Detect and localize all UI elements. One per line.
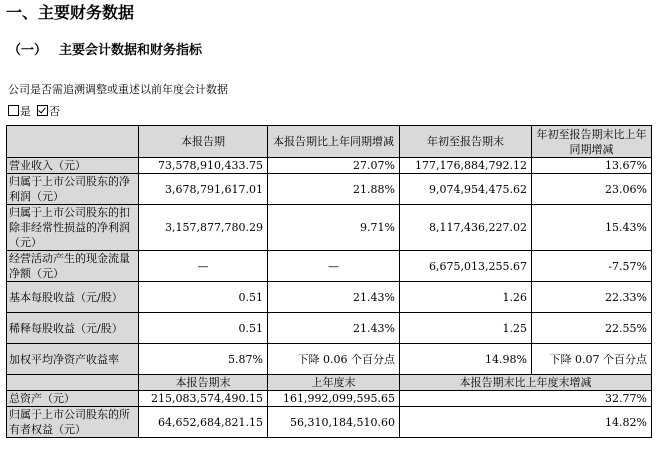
table-cell: 23.06% <box>532 174 652 205</box>
table-cell: 22.55% <box>532 313 652 344</box>
table-cell: — <box>139 251 268 282</box>
table-cell: 32.77% <box>400 391 652 407</box>
header-cell-blank <box>7 375 139 391</box>
table-cell: 14.82% <box>400 407 652 438</box>
table-cell: 3,678,791,617.01 <box>139 174 268 205</box>
table-row <box>7 251 652 282</box>
table-cell: 14.98% <box>400 344 532 375</box>
table-cell: -7.57% <box>532 251 652 282</box>
subsection-heading <box>8 42 202 60</box>
table-cell: 215,083,574,490.15 <box>139 391 268 407</box>
restatement-question: 公司是否需追溯调整或重述以前年度会计数据 <box>8 83 228 96</box>
subsection-number: （一） <box>8 43 48 58</box>
row-label: 营业收入（元） <box>7 158 139 174</box>
row-label: 稀释每股收益（元/股） <box>7 313 139 344</box>
header-cell-current-period: 本报告期 <box>139 126 268 158</box>
option-no[interactable] <box>37 105 60 118</box>
table-cell: 9.71% <box>268 205 400 251</box>
table-cell: 1.26 <box>400 282 532 313</box>
row-label: 归属于上市公司股东的扣除非经常性损益的净利润（元） <box>7 205 139 251</box>
table-cell: 下降 0.07 个百分点 <box>532 344 652 375</box>
header-cell-blank <box>7 126 139 158</box>
table-row <box>7 205 652 251</box>
option-yes[interactable] <box>8 105 31 118</box>
table-cell: 21.43% <box>268 282 400 313</box>
table-header-row <box>7 126 652 158</box>
table-cell: 1.25 <box>400 313 532 344</box>
table-cell: 21.88% <box>268 174 400 205</box>
option-no-label: 否 <box>49 105 60 118</box>
table-cell: 0.51 <box>139 313 268 344</box>
table-cell: 27.07% <box>268 158 400 174</box>
financial-data-table <box>6 125 652 438</box>
row-label: 总资产（元） <box>7 391 139 407</box>
subsection-title: 主要会计数据和财务指标 <box>59 43 203 58</box>
table-cell: 161,992,099,595.65 <box>268 391 400 407</box>
header-cell-period-end: 本报告期末 <box>139 375 268 391</box>
row-label: 归属于上市公司股东的净利润（元） <box>7 174 139 205</box>
header-cell-period-end-change: 本报告期末比上年度末增减 <box>400 375 652 391</box>
row-label: 归属于上市公司股东的所有者权益（元） <box>7 407 139 438</box>
header-cell-prior-year-end: 上年度末 <box>268 375 400 391</box>
table-row <box>7 391 652 407</box>
table-cell: 22.33% <box>532 282 652 313</box>
checkbox-yes-icon[interactable] <box>8 105 19 116</box>
checkbox-no-checked-icon[interactable] <box>37 105 48 116</box>
table-cell: 8,117,436,227.02 <box>400 205 532 251</box>
table-cell: 0.51 <box>139 282 268 313</box>
table-cell: 177,176,884,792.12 <box>400 158 532 174</box>
section-title: 一、主要财务数据 <box>6 3 135 22</box>
table-cell: 下降 0.06 个百分点 <box>268 344 400 375</box>
table-cell: 9,074,954,475.62 <box>400 174 532 205</box>
table-row <box>7 313 652 344</box>
table-cell: 56,310,184,510.60 <box>268 407 400 438</box>
table-cell: 5.87% <box>139 344 268 375</box>
table-row <box>7 344 652 375</box>
table-row <box>7 282 652 313</box>
table-row <box>7 158 652 174</box>
table-cell: 3,157,877,780.29 <box>139 205 268 251</box>
table-cell: 21.43% <box>268 313 400 344</box>
header-cell-ytd: 年初至报告期末 <box>400 126 532 158</box>
header-cell-ytd-change: 年初至报告期末比上年同期增减 <box>532 126 652 158</box>
restatement-options <box>8 104 66 120</box>
row-label: 加权平均净资产收益率 <box>7 344 139 375</box>
table-cell: 13.67% <box>532 158 652 174</box>
table-row <box>7 407 652 438</box>
header-cell-current-period-change: 本报告期比上年同期增减 <box>268 126 400 158</box>
row-label: 基本每股收益（元/股） <box>7 282 139 313</box>
table-cell: 73,578,910,433.75 <box>139 158 268 174</box>
table-cell: 6,675,013,255.67 <box>400 251 532 282</box>
table-row <box>7 174 652 205</box>
table-cell: 64,652,684,821.15 <box>139 407 268 438</box>
option-yes-label: 是 <box>20 105 31 118</box>
table-header-row-2 <box>7 375 652 391</box>
table-cell: — <box>268 251 400 282</box>
row-label: 经营活动产生的现金流量净额（元） <box>7 251 139 282</box>
table-cell: 15.43% <box>532 205 652 251</box>
